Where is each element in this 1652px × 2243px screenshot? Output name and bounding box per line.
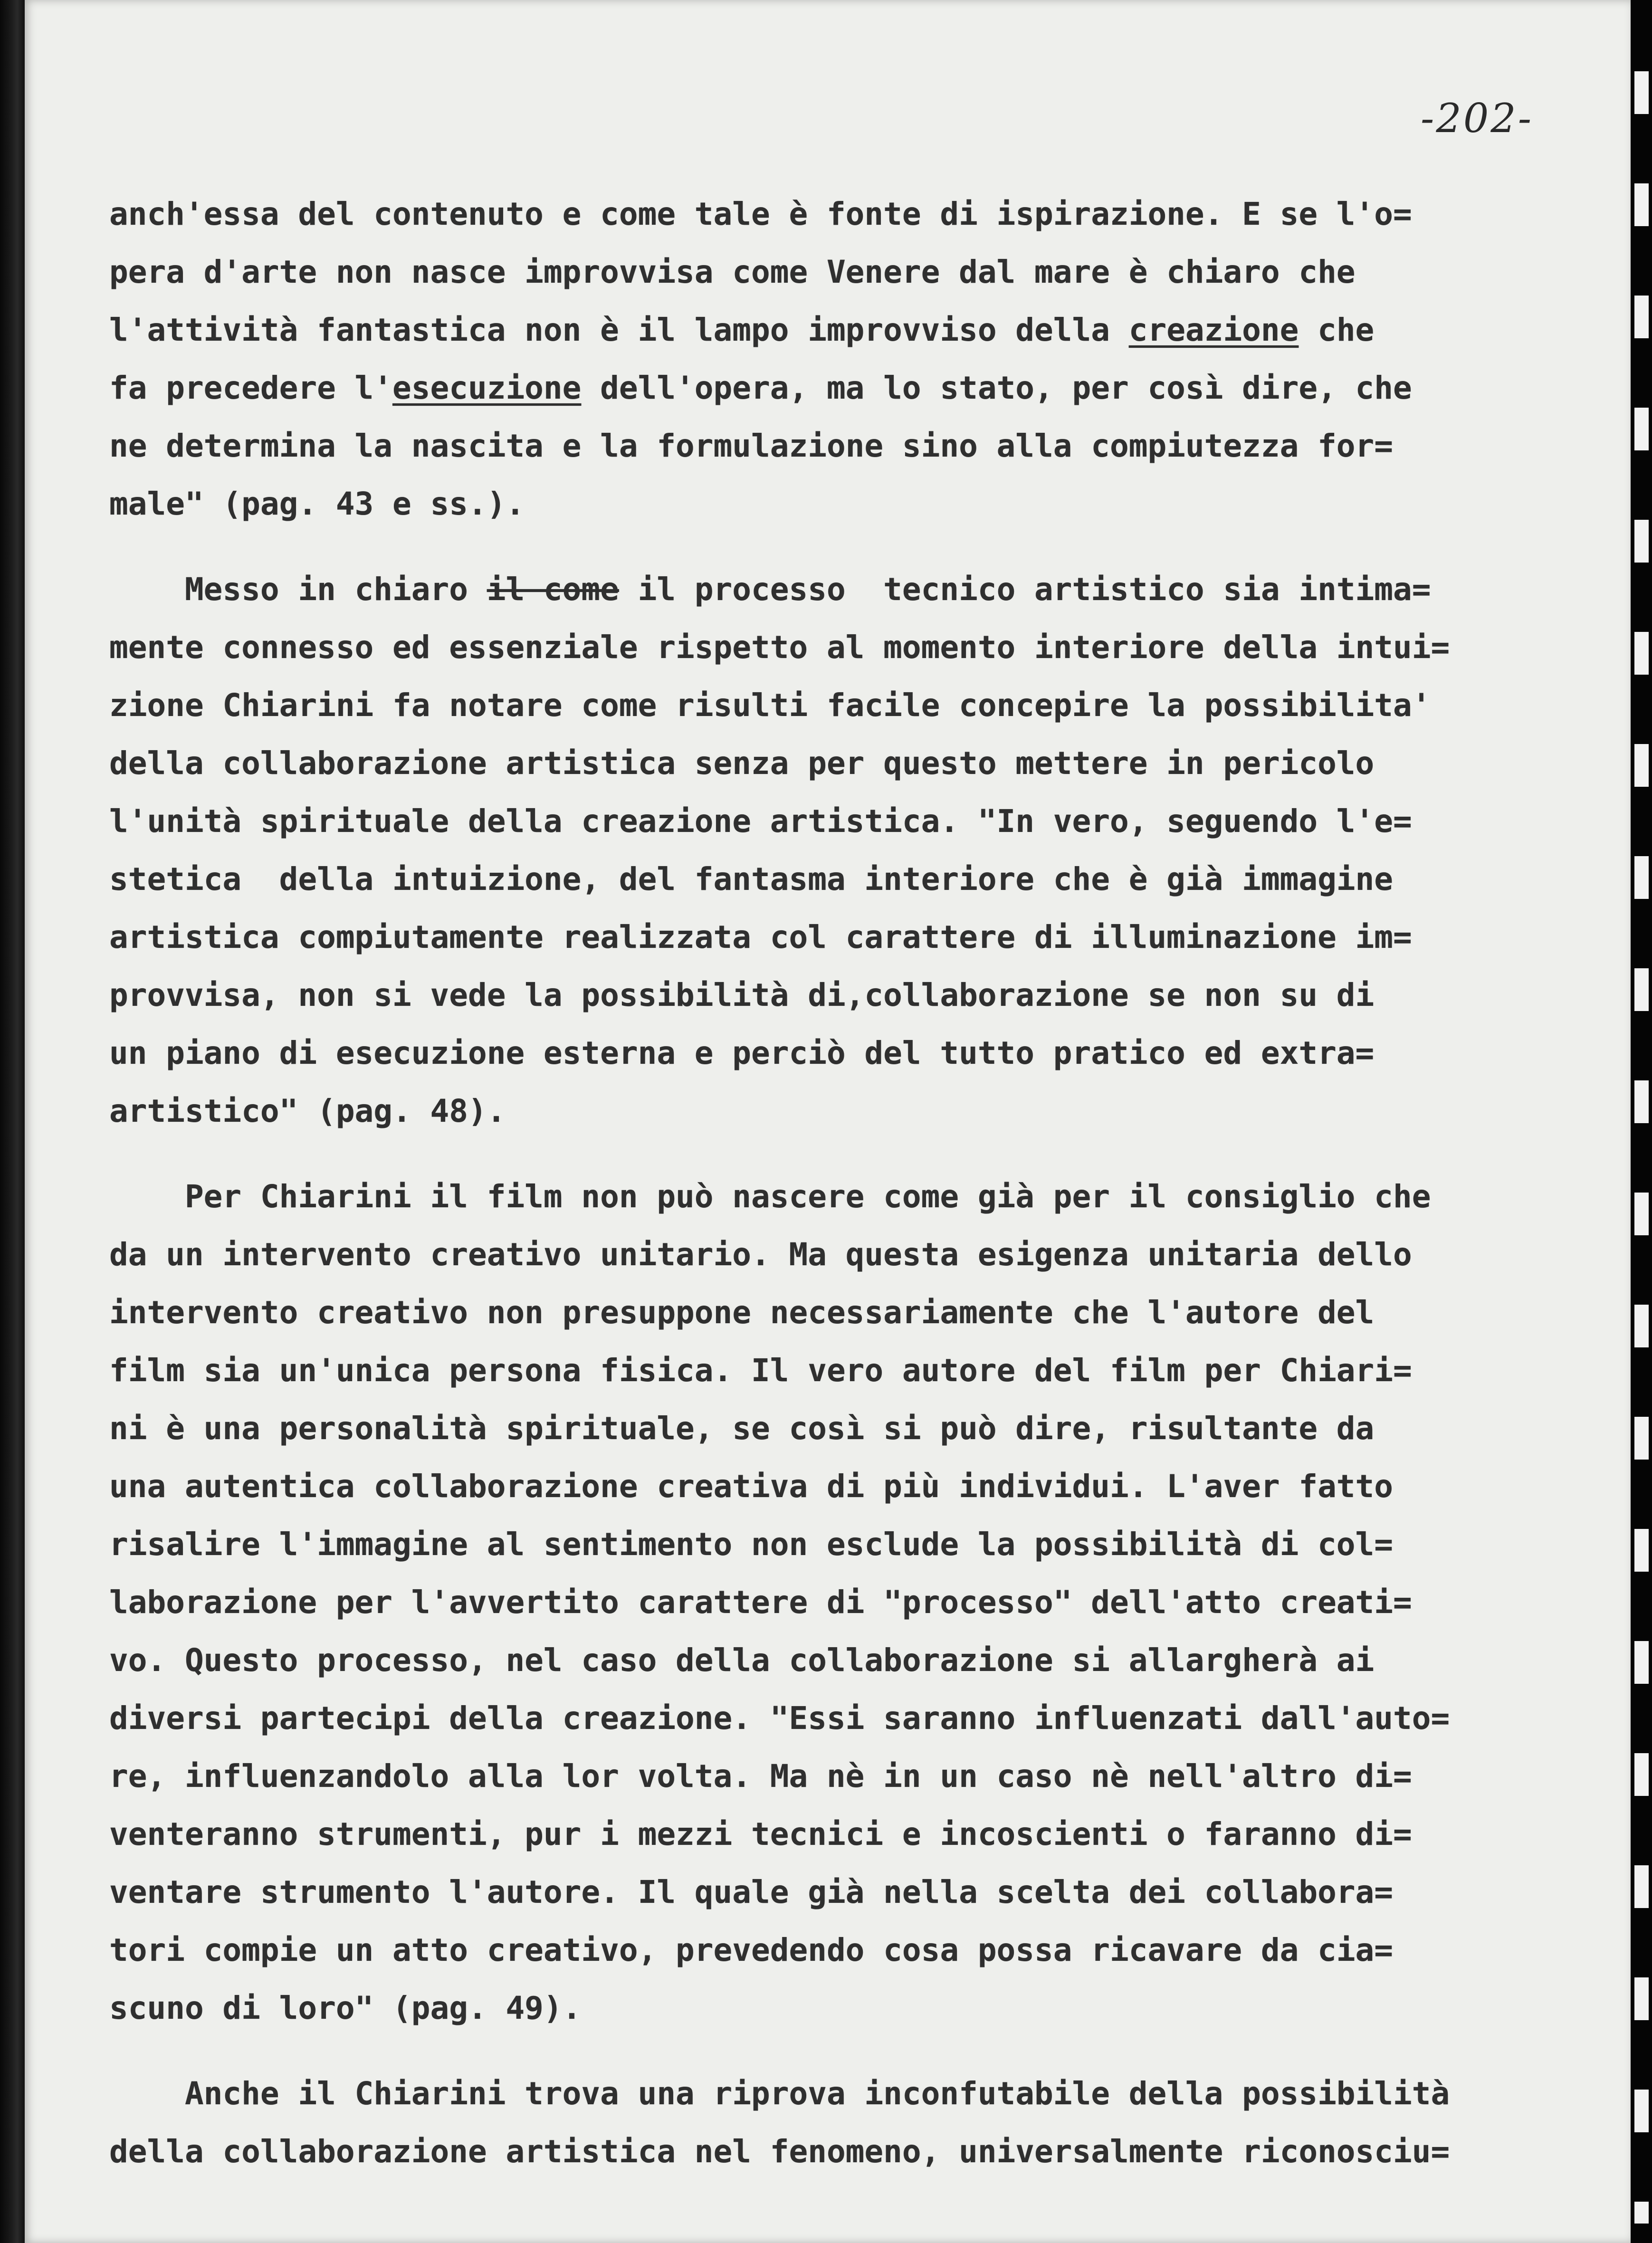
- text-line: [109, 1082, 1487, 1140]
- text-segment: Messo in chiaro: [109, 571, 487, 608]
- text-segment: re, influenzandolo alla lor volta. Ma nè in un caso nè nell'altro di=: [109, 1758, 1412, 1794]
- text-segment: il processo tecnico artistico sia intima=: [619, 571, 1431, 608]
- text-segment: un piano di esecuzione esterna e perciò del tutto pratico ed extra=: [109, 1035, 1375, 1071]
- paragraph-gap: [109, 533, 1487, 561]
- binding-edge: [0, 0, 25, 2243]
- text-segment: vo. Questo processo, nel caso della collaborazione si allargherà ai: [109, 1642, 1375, 1679]
- paragraph-gap: [109, 1140, 1487, 1168]
- text-line: [109, 792, 1487, 850]
- text-line: [109, 735, 1487, 792]
- text-line: [109, 475, 1487, 533]
- paragraph: [109, 1168, 1487, 2037]
- text-segment: Per Chiarini il film non può nascere come già per il consiglio che: [109, 1178, 1431, 1215]
- text-segment: ventare strumento l'autore. Il quale già nella scelta dei collabora=: [109, 1874, 1394, 1910]
- text-segment: della collaborazione artistica nel fenomeno, universalmente riconosciu=: [109, 2133, 1450, 2170]
- text-line: [109, 1458, 1487, 1516]
- text-segment: mente connesso ed essenziale rispetto al momento interiore della intui=: [109, 629, 1450, 666]
- text-segment: che: [1299, 312, 1375, 348]
- text-line: [109, 1921, 1487, 1979]
- text-line: [109, 1863, 1487, 1921]
- text-segment: scuno di loro" (pag. 49).: [109, 1990, 582, 2026]
- text-segment: stetica della intuizione, del fantasma interiore che è già immagine: [109, 861, 1394, 897]
- text-segment: artistico" (pag. 48).: [109, 1093, 506, 1129]
- typewritten-text: [109, 185, 1487, 2181]
- text-line: [109, 2123, 1487, 2181]
- underlined-word: creazione: [1128, 312, 1299, 348]
- text-segment: anch'essa del contenuto e come tale è fonte di ispirazione. E se l'o=: [109, 196, 1412, 232]
- text-segment: film sia un'unica persona fisica. Il vero autore del film per Chiari=: [109, 1352, 1412, 1389]
- text-segment: l'attività fantastica non è il lampo improvviso della: [109, 312, 1129, 348]
- text-segment: pera d'arte non nasce improvvisa come Venere dal mare è chiaro che: [109, 254, 1356, 290]
- underlined-word: esecuzione: [392, 370, 582, 406]
- text-segment: venteranno strumenti, pur i mezzi tecnici e incoscienti o faranno di=: [109, 1816, 1412, 1852]
- text-line: [109, 1226, 1487, 1284]
- text-line: [109, 1747, 1487, 1805]
- text-segment: l'unità spirituale della creazione artistica. "In vero, seguendo l'e=: [109, 803, 1412, 840]
- text-line: [109, 1689, 1487, 1747]
- text-line: [109, 1805, 1487, 1863]
- text-line: [109, 1632, 1487, 1689]
- scan-ruler: [1634, 19, 1649, 2224]
- struck-word: il come: [487, 571, 619, 608]
- paragraph: [109, 2065, 1487, 2181]
- text-segment: tori compie un atto creativo, prevedendo cosa possa ricavare da cia=: [109, 1932, 1394, 1968]
- text-line: [109, 908, 1487, 966]
- text-line: [109, 1342, 1487, 1400]
- paragraph: [109, 561, 1487, 1140]
- text-line: [109, 619, 1487, 677]
- text-segment: zione Chiarini fa notare come risulti facile concepire la possibilita': [109, 687, 1431, 724]
- text-line: [109, 1574, 1487, 1632]
- text-line: [109, 359, 1487, 417]
- text-line: [109, 966, 1487, 1024]
- text-segment: da un intervento creativo unitario. Ma questa esigenza unitaria dello: [109, 1236, 1412, 1273]
- text-segment: ne determina la nascita e la formulazione sino alla compiutezza for=: [109, 428, 1394, 464]
- text-segment: ni è una personalità spirituale, se così si può dire, risultante da: [109, 1410, 1375, 1447]
- text-segment: una autentica collaborazione creativa di più individui. L'aver fatto: [109, 1468, 1394, 1505]
- text-segment: dell'opera, ma lo stato, per così dire, che: [581, 370, 1412, 406]
- text-line: [109, 301, 1487, 359]
- text-line: [109, 561, 1487, 619]
- text-line: [109, 243, 1487, 301]
- text-line: [109, 1284, 1487, 1342]
- text-segment: provvisa, non si vede la possibilità di,collaborazione se non su di: [109, 977, 1375, 1013]
- text-segment: diversi partecipi della creazione. "Essi saranno influenzati dall'auto=: [109, 1700, 1450, 1737]
- text-segment: della collaborazione artistica senza per questo mettere in pericolo: [109, 745, 1375, 782]
- text-line: [109, 2065, 1487, 2123]
- text-segment: intervento creativo non presuppone necessariamente che l'autore del: [109, 1294, 1375, 1331]
- text-line: [109, 1979, 1487, 2037]
- text-line: [109, 1168, 1487, 1226]
- text-segment: Anche il Chiarini trova una riprova inconfutabile della possibilità: [109, 2075, 1450, 2112]
- text-line: [109, 1516, 1487, 1574]
- paragraph: [109, 185, 1487, 533]
- text-line: [109, 1024, 1487, 1082]
- text-segment: artistica compiutamente realizzata col carattere di illuminazione im=: [109, 919, 1412, 955]
- text-segment: fa precedere l': [109, 370, 393, 406]
- page-number: -202-: [1421, 95, 1534, 142]
- text-segment: male" (pag. 43 e ss.).: [109, 486, 525, 522]
- paragraph-gap: [109, 2037, 1487, 2065]
- text-line: [109, 1400, 1487, 1458]
- text-segment: risalire l'immagine al sentimento non esclude la possibilità di col=: [109, 1526, 1394, 1563]
- text-line: [109, 185, 1487, 243]
- text-line: [109, 850, 1487, 908]
- text-line: [109, 417, 1487, 475]
- text-line: [109, 677, 1487, 735]
- text-segment: laborazione per l'avvertito carattere di "processo" dell'atto creati=: [109, 1584, 1412, 1621]
